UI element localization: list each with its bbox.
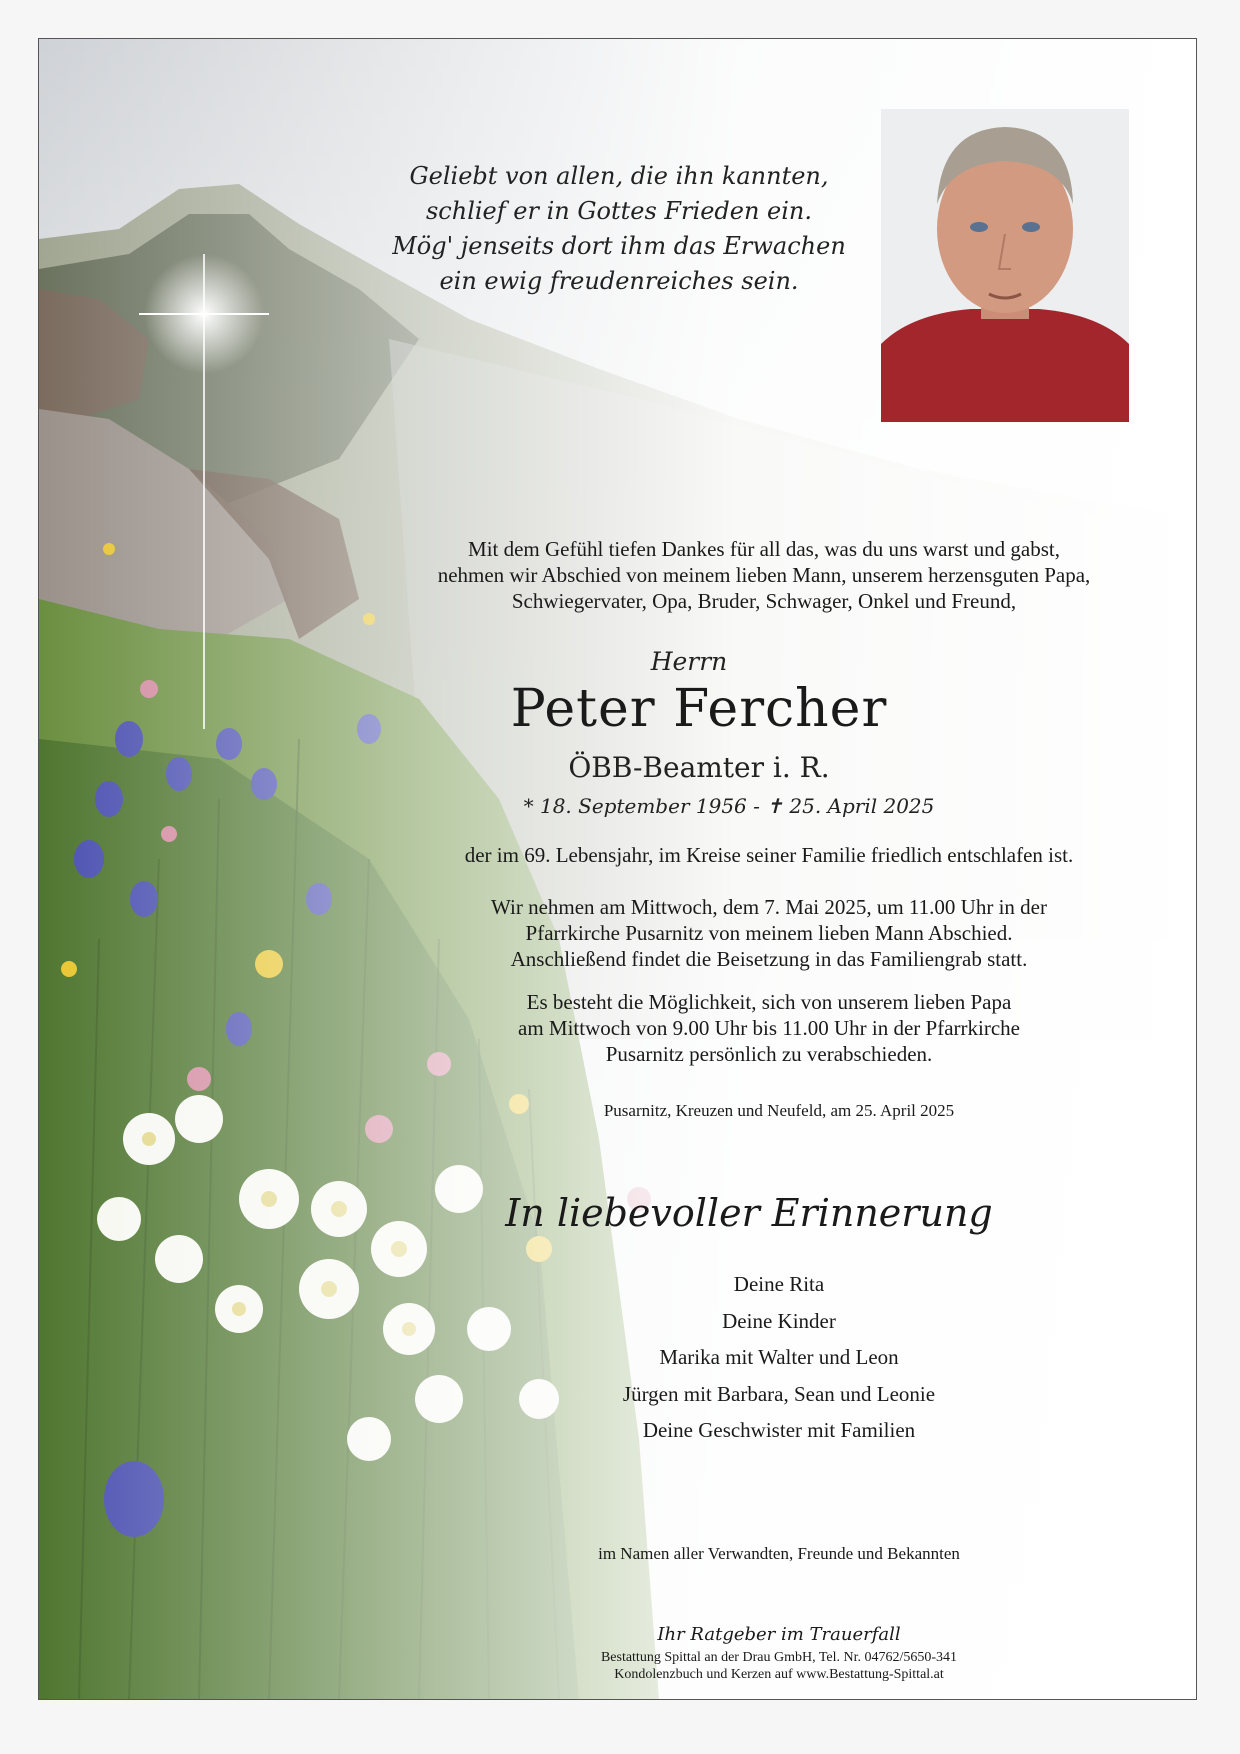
undertaker-company: Bestattung Spittal an der Drau GmbH, Tel. Nr. 04762/5650-341: [600, 1650, 958, 1665]
mourner: Marika mit Walter und Leon: [659, 1345, 899, 1369]
undertaker-footer: [479, 1624, 1079, 1683]
mourner: Deine Geschwister mit Familien: [642, 1418, 916, 1442]
intro-text: [339, 536, 1189, 614]
verse: [369, 159, 869, 299]
farewell-line: Es besteht die Möglichkeit, sich von unserem lieben Papa: [526, 990, 1012, 1014]
death-date: ✝ 25. April 2025: [766, 794, 935, 818]
intro-line: Schwiegervater, Opa, Bruder, Schwager, Onkel und Freund,: [511, 589, 1017, 613]
mourners-list: [499, 1266, 1059, 1449]
closing-text: im Namen aller Verwandten, Freunde und Bekannten: [598, 1544, 960, 1563]
portrait-photo: [881, 109, 1129, 422]
salutation: Herrn: [650, 647, 728, 676]
obituary-card: [38, 38, 1197, 1700]
farewell-line: Pusarnitz persönlich zu verabschieden.: [605, 1042, 933, 1066]
verse-line: Mög' jenseits dort ihm das Erwachen: [392, 232, 846, 260]
remembrance-heading: In liebevoller Erinnerung: [505, 1191, 993, 1235]
verse-line: Geliebt von allen, die ihn kannten,: [409, 162, 829, 190]
mourner: Jürgen mit Barbara, Sean und Leonie: [622, 1381, 936, 1406]
occupation: ÖBB-Beamter i. R.: [568, 751, 830, 784]
place-date: Pusarnitz, Kreuzen und Neufeld, am 25. April 2025: [603, 1101, 955, 1120]
intro-line: Mit dem Gefühl tiefen Dankes für all das, was du uns warst und gabst,: [468, 537, 1060, 561]
life-dates: [469, 794, 989, 818]
undertaker-tagline: Ihr Ratgeber im Trauerfall: [657, 1624, 901, 1645]
mourner: Deine Rita: [733, 1272, 825, 1296]
funeral-line: Wir nehmen am Mittwoch, dem 7. Mai 2025, um 11.00 Uhr in der: [491, 895, 1047, 919]
funeral-text: [369, 894, 1169, 972]
verse-line: ein ewig freudenreiches sein.: [439, 267, 799, 295]
date-separator: -: [746, 794, 767, 818]
red-shirt: [881, 309, 1129, 422]
farewell-text: [369, 989, 1169, 1067]
condolence-info: Kondolenzbuch und Kerzen auf www.Bestattung-Spittal.at: [614, 1667, 944, 1682]
farewell-line: am Mittwoch von 9.00 Uhr bis 11.00 Uhr in der Pfarrkirche: [518, 1016, 1020, 1040]
birth-date: * 18. September 1956: [523, 794, 747, 818]
funeral-line: Anschließend findet die Beisetzung in das Familiengrab statt.: [510, 947, 1028, 971]
deceased-name: Peter Fercher: [510, 679, 888, 739]
verse-line: schlief er in Gottes Frieden ein.: [425, 197, 813, 225]
funeral-line: Pfarrkirche Pusarnitz von meinem lieben Mann Abschied.: [525, 921, 1013, 945]
mourner: Deine Kinder: [722, 1308, 836, 1333]
passing-text: der im 69. Lebensjahr, im Kreise seiner Familie friedlich entschlafen ist.: [464, 843, 1074, 867]
intro-line: nehmen wir Abschied von meinem lieben Mann, unserem herzensguten Papa,: [437, 563, 1091, 587]
